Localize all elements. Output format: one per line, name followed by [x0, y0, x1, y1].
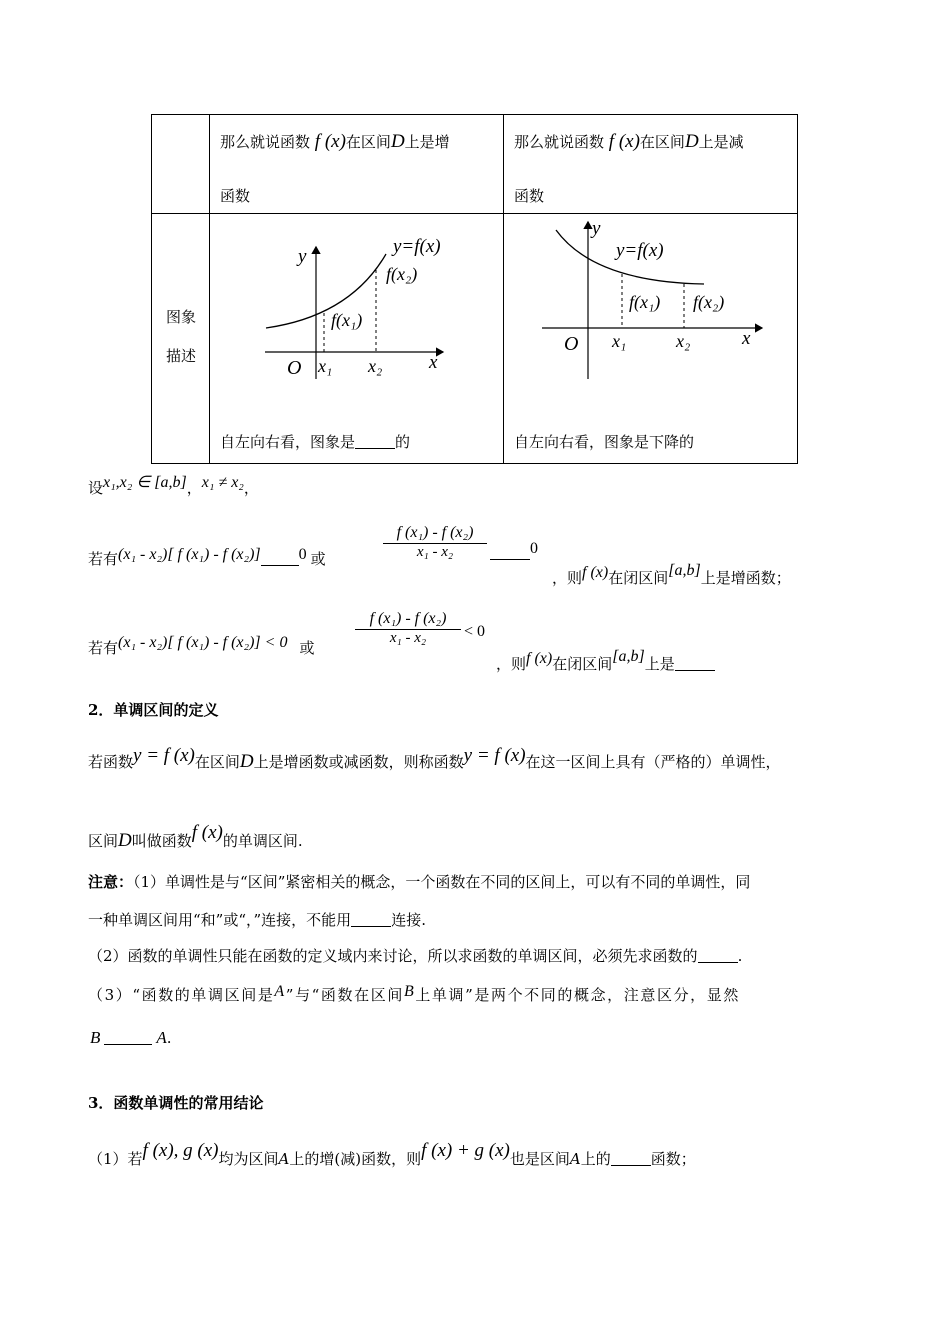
- graph-label-line2: 描述: [166, 347, 197, 365]
- fx1-label: f(x₁): [629, 292, 661, 312]
- note-1a: （1）单调性是与“区间”紧密相关的概念，一个函数在不同的区间上，可以有不同的单调性，同: [133, 873, 751, 891]
- cond1-mid: 在闭区间: [608, 569, 669, 587]
- note-3-line2-A: A: [156, 1028, 167, 1047]
- dec-caption: 自左向右看，图象是下降的: [514, 433, 695, 451]
- x2-label: x₂: [368, 356, 383, 376]
- cond1-frac-num: f (x₁) - f (x₂): [396, 524, 474, 541]
- answer-blank: [675, 656, 715, 671]
- origin-label: O: [564, 333, 579, 355]
- decreasing-definition-cell: [504, 115, 798, 214]
- set-expr: x₁,x₂ ∈ [a,b]: [103, 474, 187, 491]
- cond1-frac-zero: 0: [530, 540, 538, 557]
- cond1-frac-tail: [490, 540, 538, 562]
- note-3-line2-end: .: [166, 1029, 172, 1047]
- sec2-p1-d: 在这一区间上具有（严格的）单调性，: [525, 753, 781, 771]
- increasing-definition-cell: [210, 115, 504, 214]
- inc-caption-end: 的: [395, 433, 411, 451]
- note-1-line-1: [88, 871, 750, 892]
- dec-def-prefix: 那么就说函数: [514, 133, 605, 151]
- sec3-p1-f: 函数；: [650, 1150, 696, 1168]
- section-2-title: 2．单调区间的定义: [88, 701, 219, 719]
- inc-def-suffix: 上是增: [404, 133, 450, 151]
- increasing-graph-cell: [210, 214, 504, 464]
- note-1-line-2: [88, 909, 426, 930]
- fx2-label: f(x₂): [693, 292, 725, 312]
- sec2-p1-yfx: y = f (x): [133, 745, 195, 766]
- condition-1: [88, 546, 326, 569]
- cond2-frac-den: x₁ - x₂: [389, 630, 427, 646]
- set-neq: x₁ ≠ x₂: [201, 474, 244, 491]
- sec3-p1-fg: f (x), g (x): [142, 1140, 219, 1161]
- note-2-post: .: [737, 947, 743, 965]
- cond2-frac-lt0: < 0: [464, 623, 486, 640]
- sec2-p2-fx: f (x): [191, 822, 223, 843]
- cond1-expr: (x₁ - x₂)[ f (x₁) - f (x₂)]: [118, 546, 261, 563]
- note-label: 注意：: [88, 873, 134, 891]
- sec3-p1-c: 上的增(减)函数，则: [289, 1150, 422, 1168]
- dec-def-mid: 在区间: [639, 133, 685, 151]
- x-axis-label: x: [429, 352, 438, 373]
- cond2-interval: [a,b]: [612, 648, 645, 665]
- cond2-or: 或: [299, 639, 315, 657]
- sec2-p2-b: 叫做函数: [131, 832, 192, 850]
- note-3-line2-B: B: [90, 1028, 101, 1047]
- inc-def-fx: f (x): [314, 131, 346, 152]
- graph-label-cell: [152, 214, 210, 464]
- sec3-p1-e: 上的: [580, 1150, 611, 1168]
- cond1-fraction: [383, 524, 487, 561]
- dec-def-suffix: 上是减: [698, 133, 744, 151]
- curve-label: y=f(x): [616, 240, 664, 261]
- set-line: [88, 472, 259, 498]
- sec3-p1-sum: f (x) + g (x): [421, 1140, 510, 1161]
- cond2-prefix: 若有: [88, 639, 119, 657]
- answer-blank: [611, 1151, 651, 1166]
- section-2-paragraph-1: [88, 745, 781, 773]
- sec3-p1-b: 均为区间: [218, 1150, 279, 1168]
- inc-def-line2: 函数: [220, 187, 251, 205]
- section-3-title: 3．函数单调性的常用结论: [88, 1094, 264, 1112]
- sec3-p1-A2: A: [569, 1150, 581, 1168]
- answer-blank: [104, 1030, 152, 1045]
- inc-caption: [220, 431, 410, 452]
- answer-blank: [351, 912, 391, 927]
- cond1-prefix: 若有: [88, 550, 119, 568]
- cond1-tail: 上是增函数；: [700, 569, 791, 587]
- sec3-p1-a: （1）若: [88, 1150, 143, 1168]
- note-3-A: A: [274, 983, 286, 1000]
- cond2-conclusion: [496, 648, 715, 674]
- note-1b-pre: 一种单调区间用“和”或“，”连接，不能用: [88, 911, 352, 929]
- sec2-p1-a: 若函数: [88, 753, 134, 771]
- table-corner-cell: [152, 115, 210, 214]
- sec3-p1-d: 也是区间: [509, 1150, 570, 1168]
- dec-def-fx: f (x): [608, 131, 640, 152]
- sec2-p2-D: D: [118, 830, 132, 851]
- note-3-line-1: [88, 983, 740, 1005]
- fx1-label: f(x₁): [331, 310, 363, 330]
- fx2-label: f(x₂): [386, 264, 418, 284]
- note-3c: 上单调”是两个不同的概念，注意区分，显然: [415, 986, 740, 1004]
- answer-blank: [355, 434, 395, 449]
- cond2-frac-tail: [464, 622, 485, 641]
- condition-2: [88, 634, 314, 658]
- note-3-line-2: [90, 1028, 172, 1048]
- section-3-paragraph-1: [88, 1140, 696, 1169]
- sec2-p1-b: 在区间: [194, 753, 240, 771]
- decreasing-graph-cell: [504, 214, 798, 464]
- increasing-graph: [210, 214, 503, 414]
- definition-table: [151, 114, 798, 464]
- x-axis-label: x: [742, 328, 751, 349]
- note-3b: ”与“函数在区间: [285, 986, 404, 1004]
- increasing-curve: [266, 254, 386, 328]
- cond2-then: ，则: [496, 655, 527, 673]
- inc-def-D: D: [390, 131, 405, 152]
- cond2-tail: 上是: [644, 655, 675, 673]
- note-3-B: B: [403, 983, 416, 1000]
- note-2-pre: （2）函数的单调性只能在函数的定义域内来讨论，所以求函数的单调区间，必须先求函数的: [88, 947, 698, 965]
- answer-blank: [261, 551, 299, 566]
- note-3a: （3）“函数的单调区间是: [88, 986, 275, 1004]
- inc-def-prefix: 那么就说函数: [220, 133, 311, 151]
- cond1-frac-den: x₁ - x₂: [416, 544, 454, 560]
- answer-blank: [698, 948, 738, 963]
- y-axis-label: y: [298, 246, 307, 267]
- sec3-p1-A: A: [278, 1150, 290, 1168]
- dec-def-D: D: [684, 131, 699, 152]
- cond2-frac-num: f (x₁) - f (x₂): [369, 610, 447, 627]
- sec2-p1-c: 上是增函数或减函数，则称函数: [253, 753, 464, 771]
- cond1-zero: 0: [298, 546, 307, 563]
- sec2-p1-yfx2: y = f (x): [463, 745, 526, 766]
- inc-caption-text: 自左向右看，图象是: [220, 433, 356, 451]
- cond2-mid: 在闭区间: [552, 655, 613, 673]
- sec2-p2-a: 区间: [88, 832, 119, 850]
- x2-label: x₂: [676, 331, 691, 351]
- graph-label-line1: 图象: [166, 308, 197, 326]
- note-2: [88, 945, 742, 966]
- inc-def-mid: 在区间: [345, 133, 391, 151]
- origin-label: O: [287, 357, 302, 379]
- y-axis-label: y: [592, 218, 601, 239]
- set-end: ，: [243, 479, 259, 497]
- cond1-then: ，则: [552, 569, 583, 587]
- note-1b-post: 连接.: [391, 911, 426, 929]
- cond1-or: 或: [310, 550, 326, 568]
- x1-label: x₁: [318, 356, 333, 376]
- cond2-fx: f (x): [526, 650, 553, 667]
- section-2-paragraph-2: [88, 822, 303, 852]
- sec2-p2-c: 的单调区间.: [222, 832, 303, 850]
- cond1-interval: [a,b]: [668, 562, 701, 579]
- answer-blank: [490, 545, 530, 560]
- cond1-fx: f (x): [582, 564, 609, 581]
- cond2-expr: (x₁ - x₂)[ f (x₁) - f (x₂)] < 0: [118, 634, 288, 651]
- cond1-conclusion: [552, 562, 791, 588]
- set-comma: ，: [186, 479, 202, 497]
- set-prefix: 设: [88, 479, 104, 497]
- sec2-p1-D: D: [239, 751, 254, 772]
- curve-label: y=f(x): [393, 236, 441, 257]
- x1-label: x₁: [612, 331, 627, 351]
- decreasing-graph: [504, 214, 797, 414]
- cond2-fraction: [355, 610, 461, 647]
- dec-def-line2: 函数: [514, 187, 545, 205]
